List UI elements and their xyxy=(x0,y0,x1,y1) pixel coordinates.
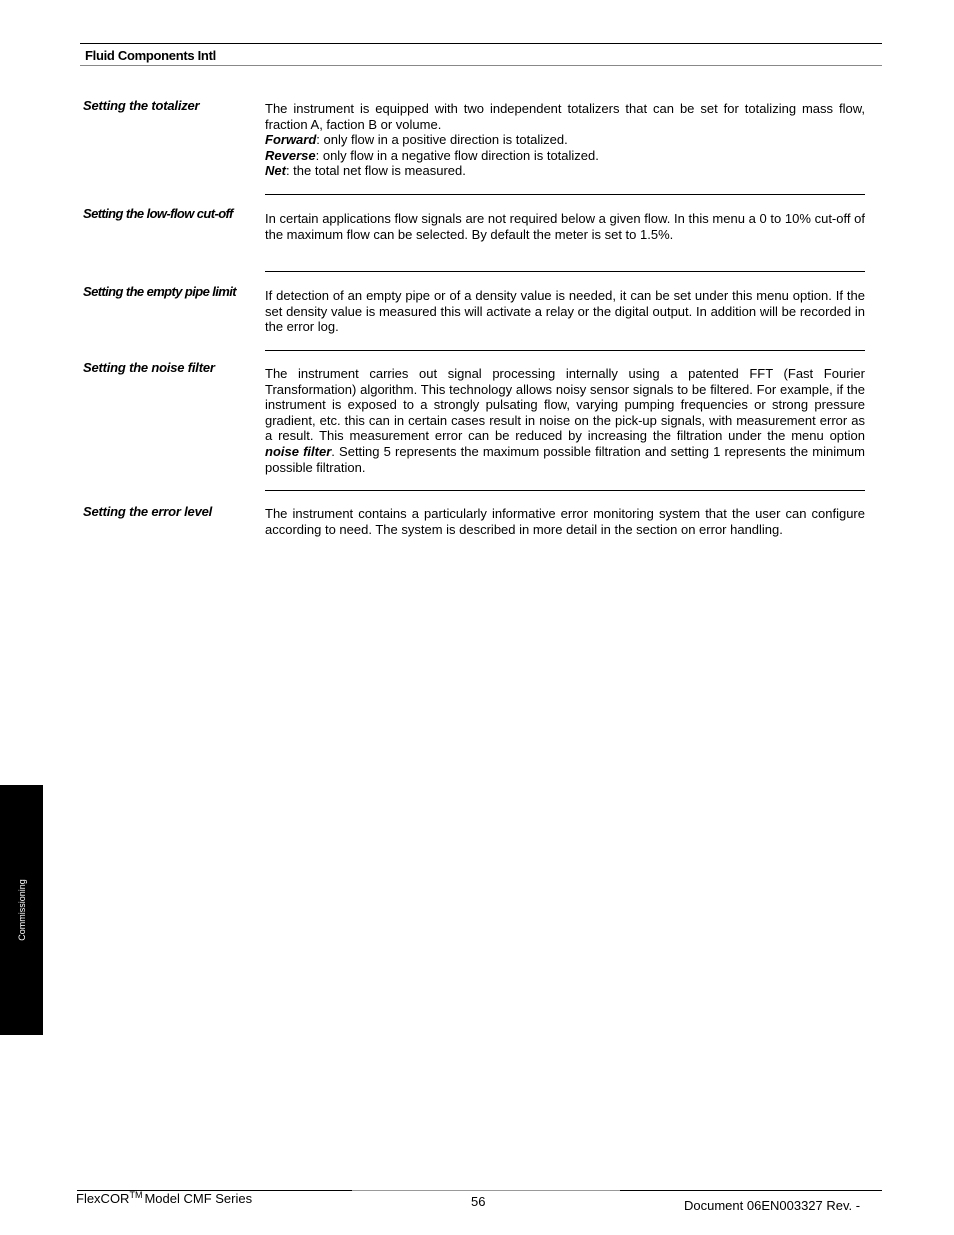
totalizer-intro: The instrument is equipped with two independent totalizers that can be set for totalizing mass flow, fraction A, faction B or volume. xyxy=(265,101,865,132)
section-label: Setting the totalizer xyxy=(83,98,200,113)
footer-document-id: Document 06EN003327 Rev. - xyxy=(684,1198,861,1213)
option-net: Net: the total net flow is measured. xyxy=(265,163,466,179)
section-divider xyxy=(265,490,865,491)
section-divider xyxy=(265,271,865,272)
section-body xyxy=(265,101,865,179)
chapter-side-tab-label: Commissioning xyxy=(16,879,27,941)
footer-page-number: 56 xyxy=(471,1194,486,1209)
section-body: The instrument carries out signal processing internally using a patented FFT (Fast Fourier Transformation) algorithm. This technology allows noisy sensor signals to be filtered. For example, if the instrument is exposed to a strongly pulsating flow, varying pumping frequencies or strong pressure gradient, etc. this can in certain cases result in noise on the pick-up signals, with measurement error as a result. This measurement error can be reduced by increasing the filtration under the menu option noise filter. Setting 5 represents the maximum possible filtration and setting 1 represents the minimum possible filtration. xyxy=(265,366,865,475)
section-body: The instrument contains a particularly informative error monitoring system that the user can configure according to need. The system is described in more detail in the section on error handling. xyxy=(265,506,865,537)
section-label: Setting the empty pipe limit xyxy=(83,284,236,299)
section-label: Setting the noise filter xyxy=(83,360,215,375)
chapter-side-tab xyxy=(0,785,43,1035)
section-body: If detection of an empty pipe or of a density value is needed, it can be set under this menu option. If the set density value is measured this will activate a relay or the digital output. In addition will be recorded in the error log. xyxy=(265,288,865,335)
footer-rule xyxy=(352,1190,620,1191)
header-company-name: Fluid Components Intl xyxy=(85,48,216,63)
section-divider xyxy=(265,350,865,351)
header-rule-bottom xyxy=(80,65,882,66)
option-forward: Forward: only flow in a positive direction is totalized. xyxy=(265,132,568,148)
trademark-mark: TM xyxy=(129,1190,143,1200)
section-label: Setting the error level xyxy=(83,504,213,519)
option-reverse: Reverse: only flow in a negative flow direction is totalized. xyxy=(265,147,599,163)
section-body: In certain applications flow signals are not required below a given flow. In this menu a 0 to 10% cut-off of the maximum flow can be selected. By default the meter is set to 1.5%. xyxy=(265,211,865,242)
section-divider xyxy=(265,194,865,195)
menu-option-emphasis: noise filter xyxy=(265,443,332,459)
section-label: Setting the low-flow cut-off xyxy=(83,206,233,221)
footer-product: FlexCOR™ Model CMF Series xyxy=(76,1190,253,1206)
footer-rule xyxy=(620,1190,882,1191)
header-rule-top xyxy=(80,43,882,44)
